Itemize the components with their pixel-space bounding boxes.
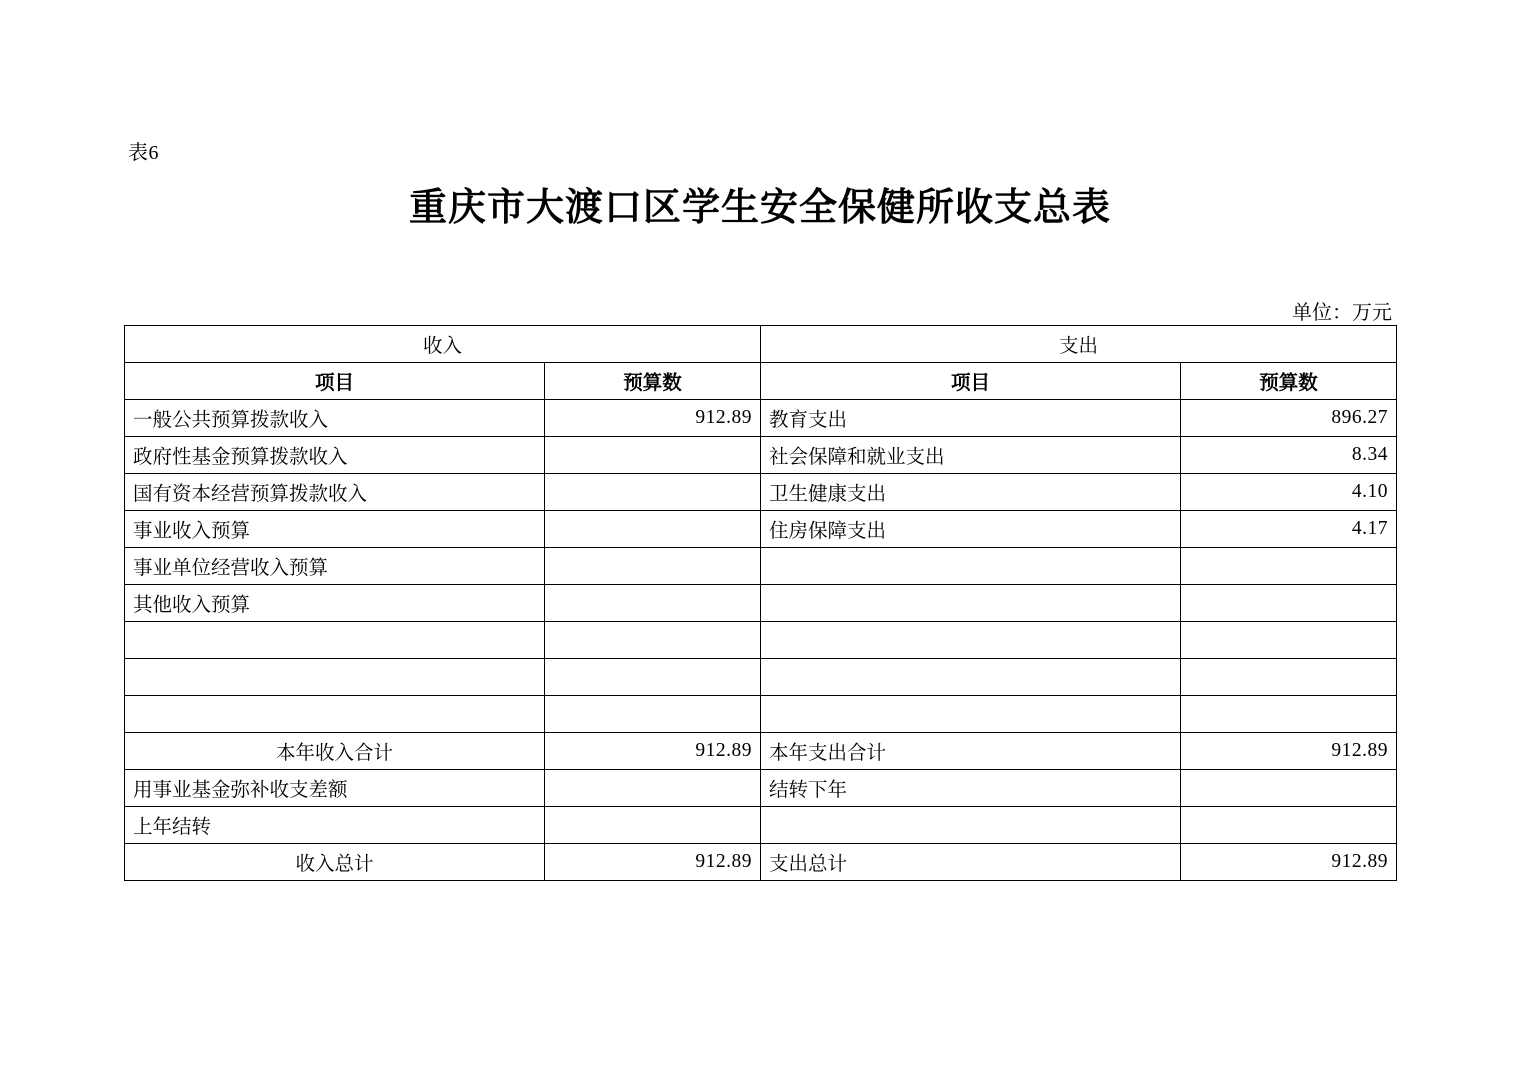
income-item xyxy=(125,622,545,659)
expense-value xyxy=(1181,659,1397,696)
income-value xyxy=(545,511,761,548)
income-item: 本年收入合计 xyxy=(125,733,545,770)
table-row xyxy=(125,659,1397,696)
income-item: 事业单位经营收入预算 xyxy=(125,548,545,585)
income-item xyxy=(125,696,545,733)
page-title: 重庆市大渡口区学生安全保健所收支总表 xyxy=(408,185,1111,229)
income-item: 事业收入预算 xyxy=(125,511,545,548)
table-group-header-row xyxy=(125,326,1397,363)
expense-value: 4.17 xyxy=(1181,511,1397,548)
expense-value xyxy=(1181,807,1397,844)
expense-item xyxy=(761,622,1181,659)
expense-value: 896.27 xyxy=(1181,400,1397,437)
income-value xyxy=(545,659,761,696)
table-row xyxy=(125,511,1397,548)
group-header-income: 收入 xyxy=(125,326,761,363)
table-row xyxy=(125,622,1397,659)
income-value: 912.89 xyxy=(545,400,761,437)
expense-item: 卫生健康支出 xyxy=(761,474,1181,511)
column-header-expense-budget: 预算数 xyxy=(1181,363,1397,400)
table-column-header-row xyxy=(125,363,1397,400)
table-row xyxy=(125,474,1397,511)
income-value xyxy=(545,770,761,807)
table-summary-row xyxy=(125,770,1397,807)
income-value xyxy=(545,807,761,844)
income-item: 收入总计 xyxy=(125,844,545,881)
group-header-expense: 支出 xyxy=(761,326,1397,363)
expense-item xyxy=(761,585,1181,622)
table-row xyxy=(125,548,1397,585)
expense-item: 社会保障和就业支出 xyxy=(761,437,1181,474)
expense-value: 4.10 xyxy=(1181,474,1397,511)
expense-item xyxy=(761,807,1181,844)
expense-item xyxy=(761,548,1181,585)
income-item: 政府性基金预算拨款收入 xyxy=(125,437,545,474)
table-row xyxy=(125,696,1397,733)
budget-summary-table xyxy=(124,325,1397,881)
unit-note: 单位：万元 xyxy=(1292,302,1392,324)
income-item: 国有资本经营预算拨款收入 xyxy=(125,474,545,511)
expense-value xyxy=(1181,622,1397,659)
table-summary-row xyxy=(125,733,1397,770)
income-item: 一般公共预算拨款收入 xyxy=(125,400,545,437)
expense-item: 结转下年 xyxy=(761,770,1181,807)
income-value: 912.89 xyxy=(545,844,761,881)
column-header-income-item: 项目 xyxy=(125,363,545,400)
income-value: 912.89 xyxy=(545,733,761,770)
table-row xyxy=(125,585,1397,622)
income-item xyxy=(125,659,545,696)
expense-value xyxy=(1181,696,1397,733)
expense-value: 912.89 xyxy=(1181,733,1397,770)
expense-value: 8.34 xyxy=(1181,437,1397,474)
expense-item: 本年支出合计 xyxy=(761,733,1181,770)
table-number-label: 表6 xyxy=(128,142,159,164)
table-summary-row xyxy=(125,844,1397,881)
expense-item: 支出总计 xyxy=(761,844,1181,881)
expense-value xyxy=(1181,585,1397,622)
column-header-income-budget: 预算数 xyxy=(545,363,761,400)
expense-item xyxy=(761,696,1181,733)
income-value xyxy=(545,474,761,511)
income-value xyxy=(545,548,761,585)
income-value xyxy=(545,585,761,622)
table-summary-row xyxy=(125,807,1397,844)
income-value xyxy=(545,696,761,733)
table-row xyxy=(125,400,1397,437)
expense-item xyxy=(761,659,1181,696)
table-row xyxy=(125,437,1397,474)
income-value xyxy=(545,437,761,474)
column-header-expense-item: 项目 xyxy=(761,363,1181,400)
expense-value: 912.89 xyxy=(1181,844,1397,881)
expense-item: 住房保障支出 xyxy=(761,511,1181,548)
income-item: 其他收入预算 xyxy=(125,585,545,622)
expense-item: 教育支出 xyxy=(761,400,1181,437)
income-item: 上年结转 xyxy=(125,807,545,844)
income-value xyxy=(545,622,761,659)
expense-value xyxy=(1181,770,1397,807)
expense-value xyxy=(1181,548,1397,585)
income-item: 用事业基金弥补收支差额 xyxy=(125,770,545,807)
